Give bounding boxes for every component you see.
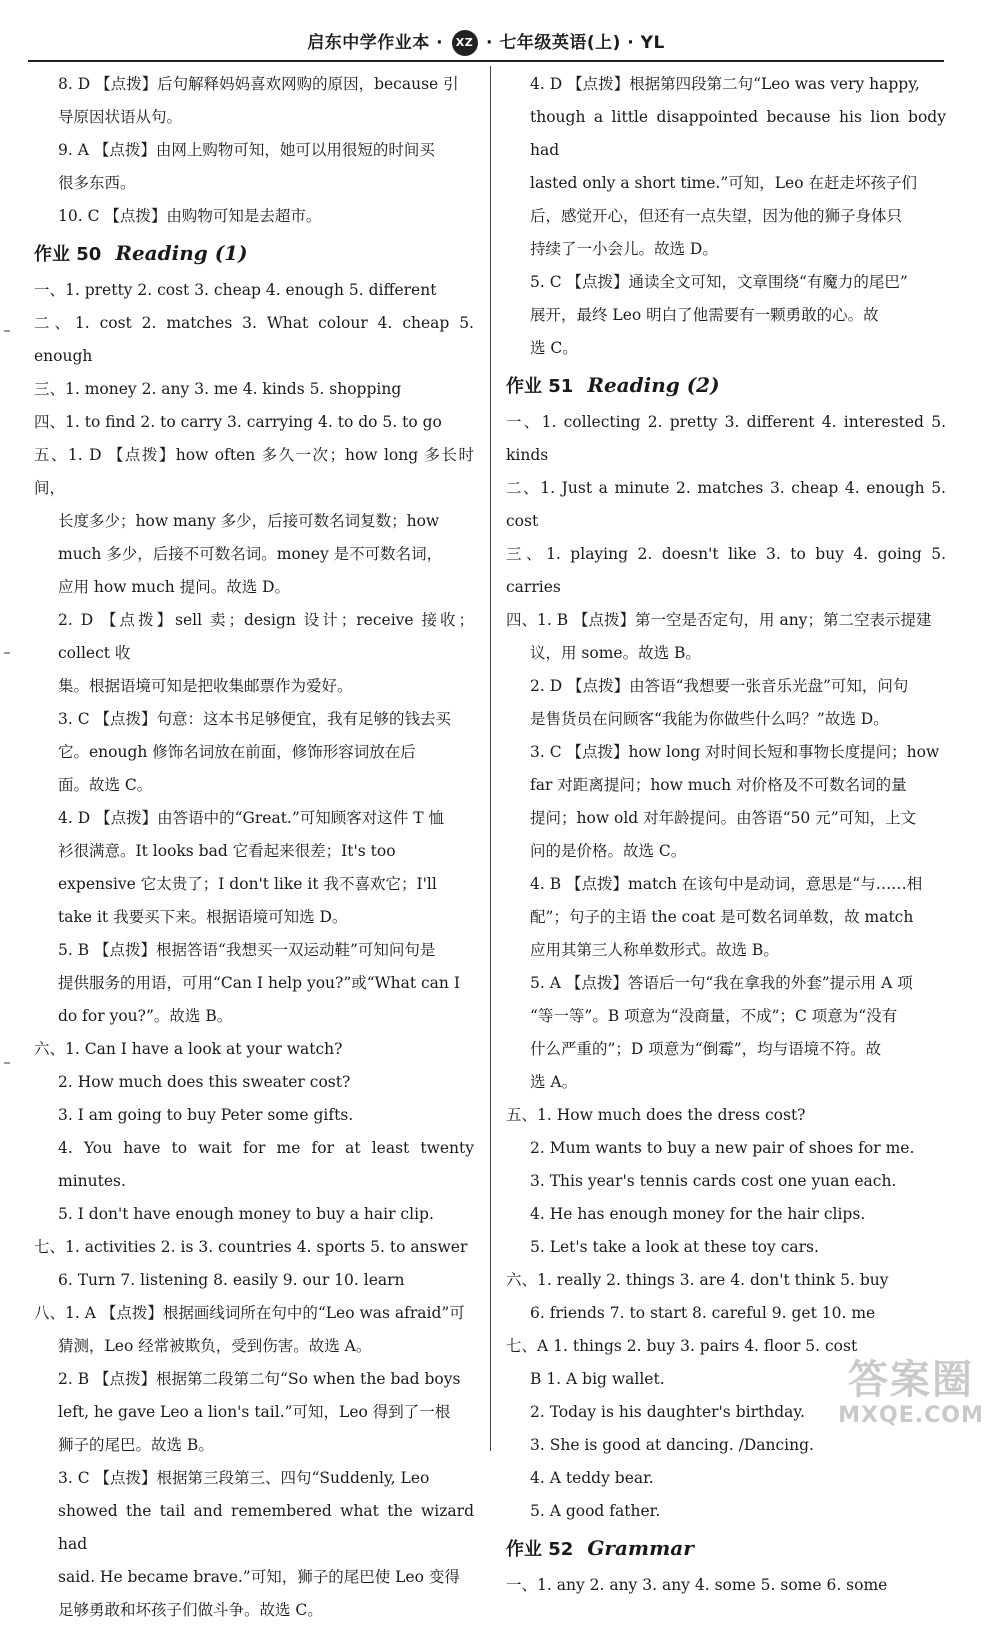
answer-line: far 对距离提问；how much 对价格及不可数名词的量 — [530, 776, 907, 794]
answer-line: 2. D 【点拨】由答语“我想要一张音乐光盘”可知，问句 — [530, 677, 909, 695]
section-number: 作业 50 — [34, 244, 102, 265]
answer-line: 持续了一小会儿。故选 D。 — [530, 240, 718, 258]
answer-line: 它。enough 修饰名词放在前面，修饰形容词放在后 — [58, 743, 416, 761]
answer-line: 一、1. any 2. any 3. any 4. some 5. some 6. some — [506, 1576, 888, 1594]
answer-line: 2. Today is his daughter's birthday. — [530, 1403, 805, 1421]
section-heading — [506, 1530, 946, 1568]
header-left-text: 启东中学作业本 · — [307, 33, 444, 53]
answer-line: take it 我要买下来。根据语境可知选 D。 — [58, 908, 348, 926]
answer-line: 二、1. Just a minute 2. matches 3. cheap 4. enough 5. cost — [506, 479, 946, 530]
answer-line: 应用其第三人称单数形式。故选 B。 — [530, 941, 779, 959]
section-title: Grammar — [587, 1536, 694, 1560]
answer-line: 3. C 【点拨】根据第三段第三、四句“Suddenly, Leo — [58, 1469, 430, 1487]
answer-line: 8. D 【点拨】后句解释妈妈喜欢网购的原因，because 引 — [58, 75, 459, 93]
answer-line: 什么严重的”；D 项意为“倒霉”，均与语境不符。故 — [530, 1040, 882, 1058]
watermark-logo — [836, 1357, 986, 1447]
answer-line: though a little disappointed because his lion body had — [530, 108, 946, 159]
answer-line: 配”；句子的主语 the coat 是可数名词单数，故 match — [530, 908, 914, 926]
answer-line: 足够勇敢和坏孩子们做斗争。故选 C。 — [58, 1601, 323, 1619]
answer-line: 4. You have to wait for me for at least twenty minutes. — [58, 1139, 474, 1190]
answer-line: 展开，最终 Leo 明白了他需要有一颗勇敢的心。故 — [530, 306, 879, 324]
left-column — [34, 68, 474, 1627]
answer-line: 2. B 【点拨】根据第二段第二句“So when the bad boys — [58, 1370, 461, 1388]
answer-line: 4. He has enough money for the hair clips. — [530, 1205, 866, 1223]
answer-line: 4. D 【点拨】由答语中的“Great.”可知顾客对这件 T 恤 — [58, 809, 444, 827]
answer-line: 5. Let's take a look at these toy cars. — [530, 1238, 819, 1256]
column-divider — [490, 66, 491, 1451]
answer-line: lasted only a short time.”可知，Leo 在赶走坏孩子们 — [530, 174, 917, 192]
header-rule — [28, 60, 944, 62]
answer-line: 导原因状语从句。 — [58, 108, 183, 126]
answer-line: 狮子的尾巴。故选 B。 — [58, 1436, 214, 1454]
answer-line: do for you?”。故选 B。 — [58, 1007, 233, 1025]
answer-line: 4. A teddy bear. — [530, 1469, 654, 1487]
answer-line: 五、1. How much does the dress cost? — [506, 1106, 806, 1124]
answer-line: 6. Turn 7. listening 8. easily 9. our 10. learn — [58, 1271, 405, 1289]
answer-line: 提问；how old 对年龄提问。由答语“50 元”可知，上文 — [530, 809, 917, 827]
answer-line: 4. B 【点拨】match 在该句中是动词，意思是“与……相 — [530, 875, 923, 893]
answer-line: B 1. A big wallet. — [530, 1370, 665, 1388]
answer-line: 猜测，Leo 经常被欺负，受到伤害。故选 A。 — [58, 1337, 372, 1355]
answer-line: 选 A。 — [530, 1073, 578, 1091]
answer-line: 应用 how much 提问。故选 D。 — [58, 578, 291, 596]
watermark-url: MXQE.COM — [838, 1403, 984, 1428]
answer-line: 很多东西。 — [58, 174, 136, 192]
answer-line: 6. friends 7. to start 8. careful 9. get 10. me — [530, 1304, 876, 1322]
answer-line: 2. D 【点拨】sell 卖；design 设计；receive 接收；collect 收 — [58, 611, 474, 662]
answer-line: 提供服务的用语，可用“Can I help you?”或“What can I — [58, 974, 460, 992]
answer-line: 二、1. cost 2. matches 3. What colour 4. cheap 5. enough — [34, 314, 474, 365]
answer-line: 四、1. B 【点拨】第一空是否定句，用 any；第二空表示提建 — [506, 611, 932, 629]
margin-mark — [4, 330, 10, 332]
section-number: 作业 52 — [506, 1539, 574, 1560]
answer-line: 七、A 1. things 2. buy 3. pairs 4. floor 5. cost — [506, 1337, 858, 1355]
answer-line: said. He became brave.”可知，狮子的尾巴使 Leo 变得 — [58, 1568, 460, 1586]
section-title: Reading (2) — [587, 373, 720, 397]
answer-line: 3. This year's tennis cards cost one yuan each. — [530, 1172, 897, 1190]
answer-line: 5. A good father. — [530, 1502, 661, 1520]
answer-line: 2. How much does this sweater cost? — [58, 1073, 351, 1091]
answer-line: 三、1. money 2. any 3. me 4. kinds 5. shopping — [34, 380, 402, 398]
answer-line: 六、1. Can I have a look at your watch? — [34, 1040, 343, 1058]
answer-line: 一、1. collecting 2. pretty 3. different 4. interested 5. kinds — [506, 413, 946, 464]
section-heading — [34, 235, 474, 273]
answer-line: 八、1. A 【点拨】根据画线词所在句中的“Leo was afraid”可 — [34, 1304, 465, 1322]
answer-line: showed the tail and remembered what the wizard had — [58, 1502, 474, 1553]
answer-line: 议，用 some。故选 B。 — [530, 644, 701, 662]
header-right-text: · 七年级英语(上) · YL — [485, 33, 665, 53]
answer-line: 3. I am going to buy Peter some gifts. — [58, 1106, 354, 1124]
answer-line: 集。根据语境可知是把收集邮票作为爱好。 — [58, 677, 353, 695]
series-logo-icon: XZ — [452, 30, 478, 56]
answer-line: 3. C 【点拨】how long 对时间长短和事物长度提问；how — [530, 743, 940, 761]
section-heading — [506, 367, 946, 405]
answer-line: 四、1. to find 2. to carry 3. carrying 4. to do 5. to go — [34, 413, 442, 431]
answer-line: 后，感觉开心，但还有一点失望，因为他的狮子身体只 — [530, 207, 903, 225]
answer-line: 5. A 【点拨】答语后一句“我在拿我的外套”提示用 A 项 — [530, 974, 913, 992]
answer-line: 4. D 【点拨】根据第四段第二句“Leo was very happy, — [530, 75, 920, 93]
answer-line: 10. C 【点拨】由购物可知是去超市。 — [58, 207, 322, 225]
answer-line: 2. Mum wants to buy a new pair of shoes for me. — [530, 1139, 915, 1157]
section-number: 作业 51 — [506, 376, 574, 397]
answer-line: 5. B 【点拨】根据答语“我想买一双运动鞋”可知问句是 — [58, 941, 436, 959]
answer-line: 5. I don't have enough money to buy a hair clip. — [58, 1205, 434, 1223]
answer-line: 3. She is good at dancing. /Dancing. — [530, 1436, 814, 1454]
answer-line: 长度多少；how many 多少，后接可数名词复数；how — [58, 512, 440, 530]
answer-line: left, he gave Leo a lion's tail.”可知，Leo 得到了一根 — [58, 1403, 451, 1421]
answer-line: 一、1. pretty 2. cost 3. cheap 4. enough 5. different — [34, 281, 437, 299]
answer-line: 是售货员在问顾客“我能为你做些什么吗？”故选 D。 — [530, 710, 889, 728]
answer-line: 问的是价格。故选 C。 — [530, 842, 687, 860]
answer-line: 5. C 【点拨】通读全文可知，文章围绕“有魔力的尾巴” — [530, 273, 908, 291]
margin-mark — [4, 652, 10, 654]
answer-line: 六、1. really 2. things 3. are 4. don't think 5. buy — [506, 1271, 889, 1289]
answer-line: much 多少，后接不可数名词。money 是不可数名词， — [58, 545, 443, 563]
answer-line: 五、1. D 【点拨】how often 多久一次；how long 多长时间， — [34, 446, 474, 497]
answer-line: 9. A 【点拨】由网上购物可知，她可以用很短的时间买 — [58, 141, 435, 159]
watermark-title: 答案圈 — [848, 1357, 974, 1403]
answer-line: 三、1. playing 2. doesn't like 3. to buy 4. going 5. carries — [506, 545, 946, 596]
answer-line: 面。故选 C。 — [58, 776, 153, 794]
answer-line: 衫很满意。It looks bad 它看起来很差；It's too — [58, 842, 396, 860]
section-title: Reading (1) — [115, 241, 248, 265]
answer-line: 选 C。 — [530, 339, 578, 357]
answer-line: 3. C 【点拨】句意：这本书足够便宜，我有足够的钱去买 — [58, 710, 452, 728]
answer-line: “等一等”。B 项意为“没商量，不成”；C 项意为“没有 — [530, 1007, 898, 1025]
answer-line: expensive 它太贵了；I don't like it 我不喜欢它；I'll — [58, 875, 437, 893]
margin-mark — [4, 1062, 10, 1064]
page-header — [28, 28, 944, 58]
answer-line: 七、1. activities 2. is 3. countries 4. sports 5. to answer — [34, 1238, 468, 1256]
